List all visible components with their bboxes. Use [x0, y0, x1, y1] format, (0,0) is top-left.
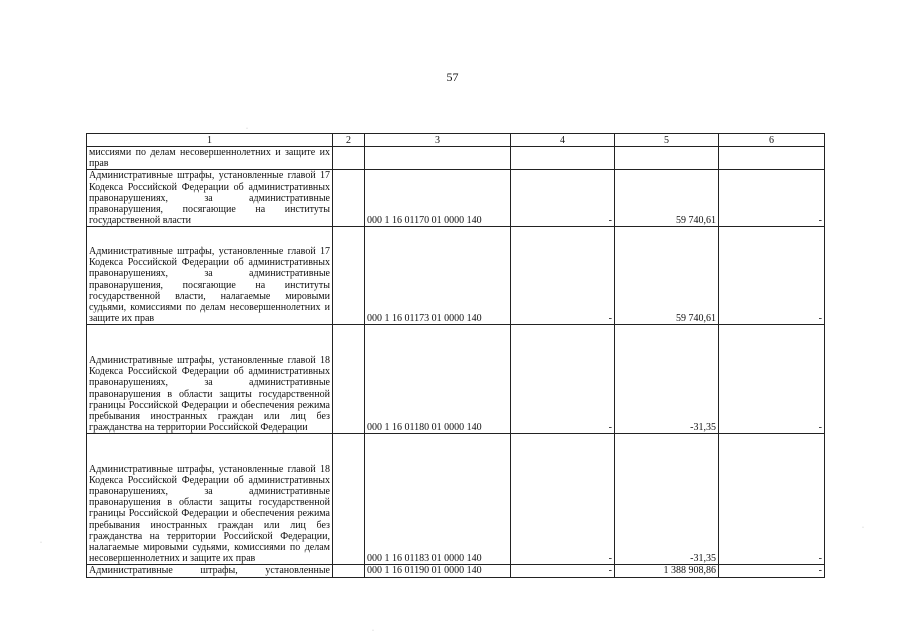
- table-row: [87, 565, 825, 577]
- row-col-2: [333, 565, 365, 577]
- row-col-2: [333, 147, 365, 170]
- row-col-6: [719, 147, 825, 170]
- table-row: [87, 227, 825, 325]
- row-col-2: [333, 227, 365, 325]
- row-budget-code: 000 1 16 01170 01 0000 140: [365, 170, 511, 227]
- row-col-4: -: [511, 227, 615, 325]
- row-description: Административные штрафы, установленные главой 18 Кодекса Российской Федерации об административных правонарушениях, за административные правонарушения в области защиты государственной границы Российской Федерации и обеспечения режима пребывания иностранных граждан или лиц без гражданства на территории Российской Федерации: [87, 325, 333, 434]
- header-col-4: 4: [511, 134, 615, 147]
- header-col-3: 3: [365, 134, 511, 147]
- row-col-2: [333, 170, 365, 227]
- revenue-table: [86, 133, 825, 578]
- row-col-6: -: [719, 565, 825, 577]
- table-row: [87, 147, 825, 170]
- row-col-6: -: [719, 434, 825, 565]
- table-row: [87, 325, 825, 434]
- row-col-4: -: [511, 434, 615, 565]
- page-number: 57: [446, 70, 459, 84]
- row-col-6: -: [719, 325, 825, 434]
- row-col-6: -: [719, 227, 825, 325]
- scan-speck: ·: [246, 126, 248, 132]
- scan-speck: ·: [862, 525, 864, 531]
- row-col-4: -: [511, 325, 615, 434]
- row-amount: -31,35: [615, 434, 719, 565]
- row-col-2: [333, 434, 365, 565]
- row-amount: [615, 147, 719, 170]
- scan-speck: ·: [40, 540, 42, 546]
- row-budget-code: 000 1 16 01190 01 0000 140: [365, 565, 511, 577]
- row-col-4: [511, 147, 615, 170]
- header-col-2: 2: [333, 134, 365, 147]
- scan-speck: ·: [372, 628, 374, 634]
- row-amount: 1 388 908,86: [615, 565, 719, 577]
- row-description: Административные штрафы, установленные главой 17 Кодекса Российской Федерации об административных правонарушениях, за административные правонарушения, посягающие на институты государственной власти, налагаемые мировыми судьями, комиссиями по делам несовершеннолетних и защите их прав: [87, 227, 333, 325]
- row-budget-code: 000 1 16 01180 01 0000 140: [365, 325, 511, 434]
- row-col-2: [333, 325, 365, 434]
- row-col-6: -: [719, 170, 825, 227]
- row-description: Административные штрафы, установленные главой 17 Кодекса Российской Федерации об административных правонарушениях, за административные правонарушения, посягающие на институты государственной власти: [87, 170, 333, 227]
- header-col-1: 1: [87, 134, 333, 147]
- row-budget-code: [365, 147, 511, 170]
- header-col-5: 5: [615, 134, 719, 147]
- table-row: [87, 434, 825, 565]
- table-row: [87, 170, 825, 227]
- header-col-6: 6: [719, 134, 825, 147]
- row-col-4: -: [511, 170, 615, 227]
- row-description: Административные штрафы, установленные главой 18 Кодекса Российской Федерации об административных правонарушениях, за административные правонарушения в области защиты государственной границы Российской Федерации и обеспечения режима пребывания иностранных граждан или лиц без гражданства на территории Российской Федерации, налагаемые мировыми судьями, комиссиями по делам несовершеннолетних и защите их прав: [87, 434, 333, 565]
- row-description: Административные штрафы, установленные: [87, 565, 333, 577]
- row-amount: 59 740,61: [615, 227, 719, 325]
- row-budget-code: 000 1 16 01173 01 0000 140: [365, 227, 511, 325]
- row-col-4: -: [511, 565, 615, 577]
- row-budget-code: 000 1 16 01183 01 0000 140: [365, 434, 511, 565]
- row-amount: 59 740,61: [615, 170, 719, 227]
- table-header-row: [87, 134, 825, 147]
- row-amount: -31,35: [615, 325, 719, 434]
- row-description: миссиями по делам несовершеннолетних и защите их прав: [87, 147, 333, 170]
